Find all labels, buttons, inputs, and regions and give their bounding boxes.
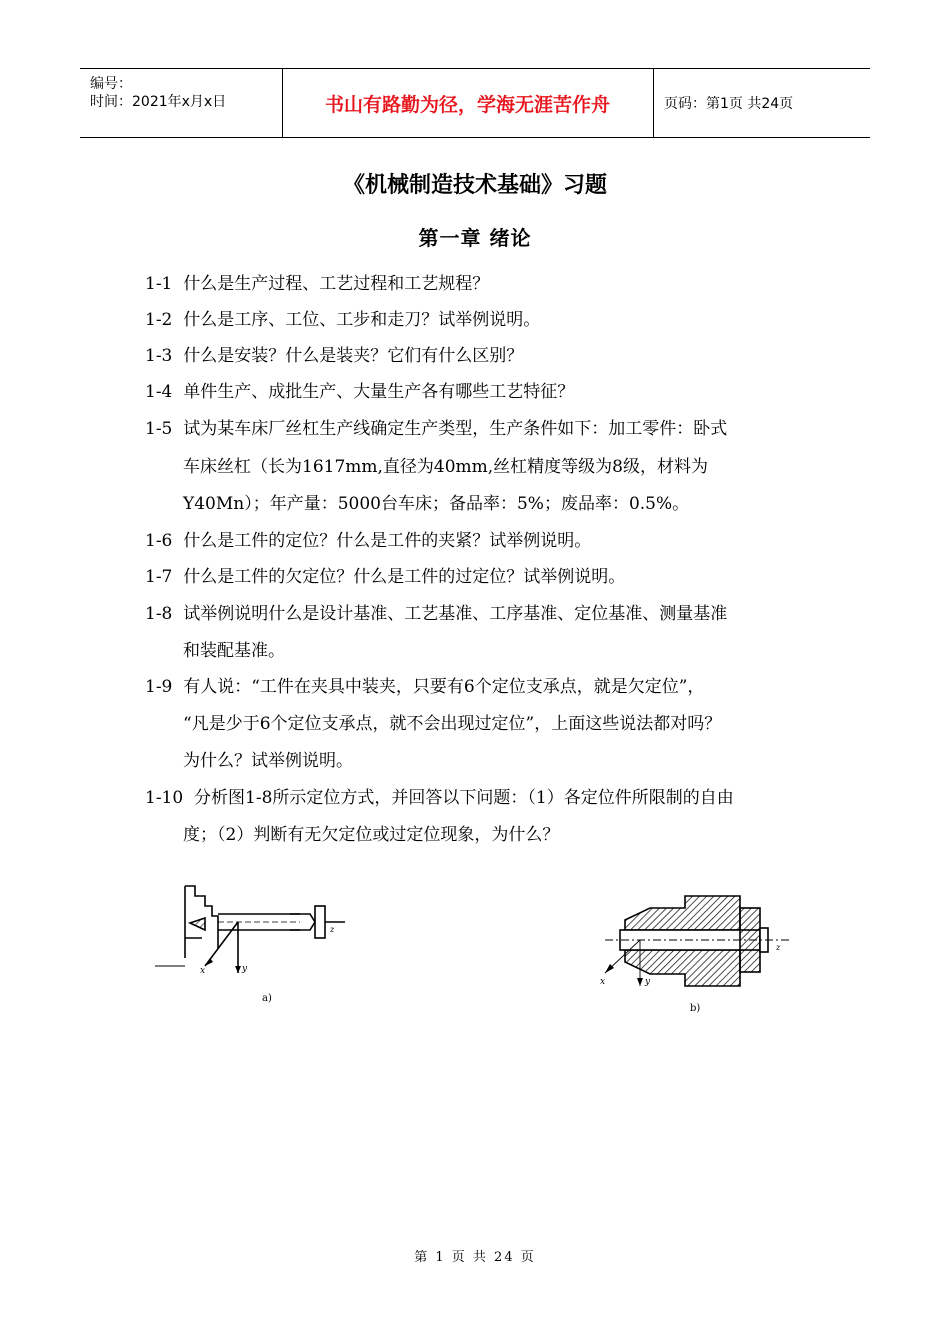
question-number: 1-10 xyxy=(145,788,184,808)
header-motto: 书山有路勤为径，学海无涯苦作舟 xyxy=(282,69,654,137)
question-number: 1-2 xyxy=(145,310,173,330)
question-1-5 xyxy=(145,411,835,448)
document-title: 《机械制造技术基础》习题 xyxy=(342,173,607,198)
header-page-info: 页码：第1页 共24页 xyxy=(664,96,794,112)
figure-a xyxy=(150,878,360,1008)
question-number: 1-9 xyxy=(145,677,173,697)
question-text: 什么是工序、工位、工步和走刀？试举例说明。 xyxy=(183,310,541,330)
fig-a-axis-y: y xyxy=(242,964,248,974)
question-text: 试为某车床厂丝杠生产线确定生产类型，生产条件如下：加工零件：卧式 xyxy=(183,419,728,439)
question-text: 有人说：“工件在夹具中装夹，只要有6个定位支承点，就是欠定位”， xyxy=(183,677,705,697)
figure-b xyxy=(590,878,800,1018)
question-text: 什么是安装？什么是装夹？它们有什么区别？ xyxy=(183,346,524,366)
question-number: 1-8 xyxy=(145,604,173,624)
header-meta-cell xyxy=(80,69,283,137)
figure-a-label: a) xyxy=(262,993,272,1004)
question-1-10 xyxy=(145,780,835,817)
question-number: 1-1 xyxy=(145,274,173,294)
time-label: 时间：2021年x月x日 xyxy=(90,94,227,110)
code-label: 编号： xyxy=(90,76,132,92)
question-text: 分析图1-8所示定位方式，并回答以下问题：（1）各定位件所限制的自由 xyxy=(194,788,734,808)
fig-a-axis-z: z xyxy=(330,925,335,934)
fig-a-axis-x: x xyxy=(200,966,206,976)
chapter-heading: 第一章 绪论 xyxy=(418,226,532,250)
question-text: 什么是工件的定位？什么是工件的夹紧？试举例说明。 xyxy=(183,531,592,551)
question-number: 1-4 xyxy=(145,382,173,402)
question-1-8 xyxy=(145,596,835,633)
question-1-5-cont-1: 车床丝杠（长为1617mm,直径为40mm,丝杠精度等级为8级，材料为 xyxy=(183,457,708,477)
question-1-7 xyxy=(145,559,835,596)
question-1-5-cont-2: Y40Mn）；年产量：5000台车床；备品率：5%；废品率：0.5%。 xyxy=(183,494,690,514)
fig-b-axis-x: x xyxy=(600,977,606,987)
question-1-9-cont-2: 为什么？试举例说明。 xyxy=(183,751,353,771)
page-footer: 第 1 页 共 24 页 xyxy=(414,1250,536,1265)
question-text: 什么是生产过程、工艺过程和工艺规程？ xyxy=(183,274,490,294)
question-number: 1-6 xyxy=(145,531,173,551)
question-number: 1-7 xyxy=(145,567,173,587)
question-text: 试举例说明什么是设计基准、工艺基准、工序基准、定位基准、测量基准 xyxy=(183,604,728,624)
question-text: 什么是工件的欠定位？什么是工件的过定位？试举例说明。 xyxy=(183,567,626,587)
question-1-2 xyxy=(145,302,835,339)
question-1-8-cont-1: 和装配基准。 xyxy=(183,641,285,661)
figure-b-label: b) xyxy=(690,1003,701,1014)
question-number: 1-5 xyxy=(145,419,173,439)
fig-b-axis-y: y xyxy=(645,977,651,987)
question-1-1 xyxy=(145,266,835,303)
question-1-4 xyxy=(145,374,835,411)
question-1-3 xyxy=(145,338,835,375)
header-table xyxy=(80,68,870,138)
question-number: 1-3 xyxy=(145,346,173,366)
question-1-9-cont-1: “凡是少于6个定位支承点，就不会出现过定位”，上面这些说法都对吗？ xyxy=(183,714,722,734)
question-1-10-cont-1: 度；（2）判断有无欠定位或过定位现象，为什么？ xyxy=(183,825,560,845)
question-1-6 xyxy=(145,523,835,560)
fig-b-axis-z: z xyxy=(776,943,781,952)
question-text: 单件生产、成批生产、大量生产各有哪些工艺特征？ xyxy=(183,382,575,402)
question-1-9 xyxy=(145,669,835,706)
